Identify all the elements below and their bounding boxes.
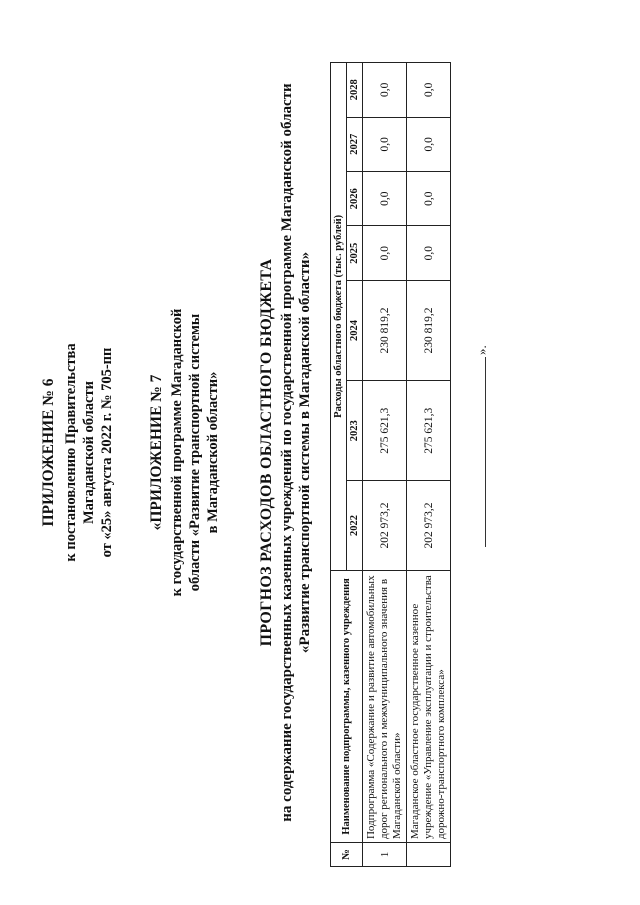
year-header: 2026 bbox=[347, 172, 363, 226]
document-heading bbox=[258, 0, 314, 905]
year-header: 2025 bbox=[347, 226, 363, 280]
appendix-6-line: Магаданской области bbox=[81, 381, 97, 524]
year-header: 2024 bbox=[347, 280, 363, 380]
value-cell: 202 973,2 bbox=[363, 481, 407, 570]
value-cell: 0,0 bbox=[407, 172, 451, 226]
budget-forecast-table bbox=[330, 62, 451, 867]
table-row bbox=[363, 63, 407, 867]
year-header: 2028 bbox=[347, 63, 363, 118]
appendix-6-title: ПРИЛОЖЕНИЕ № 6 bbox=[40, 378, 57, 527]
appendix-7-line: области «Развитие транспортной системы bbox=[187, 313, 203, 592]
appendix-7-line: в Магаданской области» bbox=[205, 371, 221, 534]
value-cell: 230 819,2 bbox=[407, 280, 451, 380]
value-cell: 0,0 bbox=[363, 226, 407, 280]
column-header-number: № bbox=[331, 843, 363, 867]
row-number: 1 bbox=[363, 843, 407, 867]
appendix-6-line: от «25» августа 2022 г. № 705-пп bbox=[99, 347, 115, 558]
column-header-expenses: Расходы областного бюджета (тыс. рублей) bbox=[331, 63, 347, 571]
table-header-row bbox=[331, 63, 347, 867]
value-cell: 275 621,3 bbox=[363, 381, 407, 481]
appendix-7-header bbox=[148, 0, 222, 905]
appendix-6-line: к постановлению Правительства bbox=[63, 343, 79, 562]
year-header: 2023 bbox=[347, 381, 363, 481]
appendix-7-line: к государственной программе Магаданской bbox=[169, 308, 185, 597]
value-cell: 0,0 bbox=[407, 226, 451, 280]
value-cell: 275 621,3 bbox=[407, 381, 451, 481]
year-header: 2027 bbox=[347, 117, 363, 171]
row-name: Магаданское областное государственное казенное учреждение «Управление эксплуатации и строительства дорожно-транспортного комплекса» bbox=[407, 570, 451, 842]
value-cell: 0,0 bbox=[363, 63, 407, 118]
appendix-7-title: «ПРИЛОЖЕНИЕ № 7 bbox=[148, 374, 165, 531]
closing-quote-mark: ». bbox=[474, 345, 489, 355]
value-cell: 0,0 bbox=[363, 172, 407, 226]
row-name: Подпрограмма «Содержание и развитие автомобильных дорог регионального и межмуниципального значения в Магаданской области» bbox=[363, 570, 407, 842]
appendix-6-header bbox=[40, 0, 116, 905]
document-subtitle: «Развитие транспортной системы в Магаданской области» bbox=[297, 251, 313, 654]
value-cell: 0,0 bbox=[363, 117, 407, 171]
document-title: ПРОГНОЗ РАСХОДОВ ОБЛАСТНОГО БЮДЖЕТА bbox=[258, 258, 275, 647]
row-number bbox=[407, 843, 451, 867]
column-header-name: Наименование подпрограммы, казенного учреждения bbox=[331, 570, 363, 842]
document-subtitle: на содержание государственных казенных учреждений по государственной программе Магаданской области bbox=[279, 83, 295, 822]
closing-line bbox=[470, 347, 490, 547]
value-cell: 0,0 bbox=[407, 117, 451, 171]
value-cell: 0,0 bbox=[407, 63, 451, 118]
closing-rule bbox=[485, 357, 486, 547]
value-cell: 230 819,2 bbox=[363, 280, 407, 380]
year-header: 2022 bbox=[347, 481, 363, 570]
table-row bbox=[407, 63, 451, 867]
value-cell: 202 973,2 bbox=[407, 481, 451, 570]
